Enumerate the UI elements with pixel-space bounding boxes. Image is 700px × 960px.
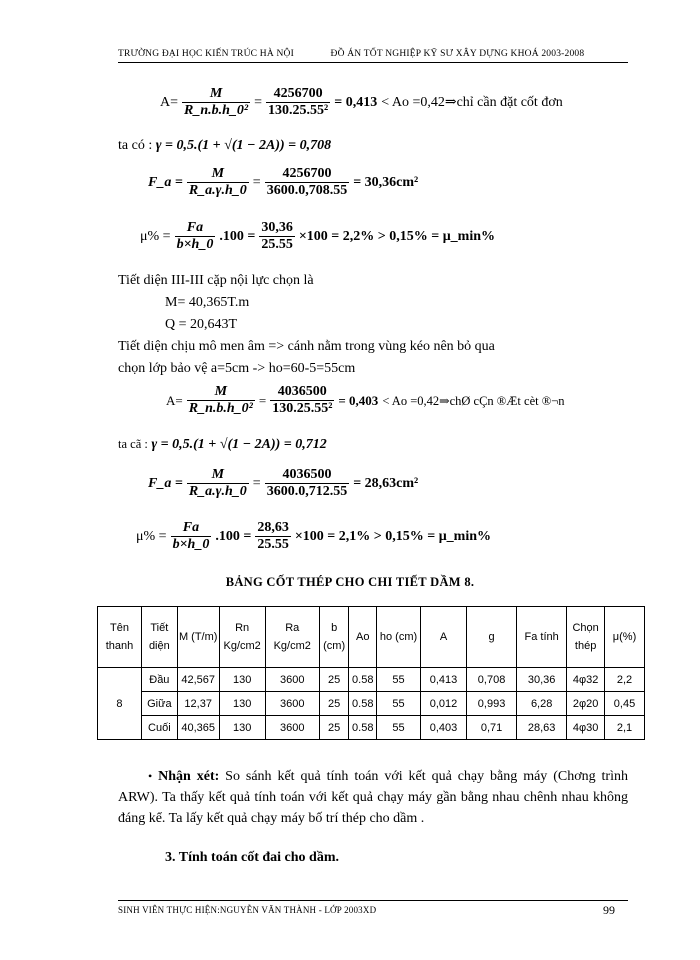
col-header: M (T/m) — [177, 607, 219, 668]
equation-fa-1: F_a = $\frac{M}{R\_a.\gamma.h\_0}$ = $\frac{4256700}{3600.0,708.55}$ = 30,36cm² — [148, 166, 419, 198]
col-header: A — [421, 607, 467, 668]
remark-label: Nhận xét: — [158, 769, 220, 784]
equation-fa-2: F_a = $\frac{M}{R\_a.\gamma.h\_0}$ = $\frac{4036500}{3600.0,712.55}$ = 28,63cm² — [148, 467, 419, 499]
col-header: Ra Kg/cm2 — [265, 607, 319, 668]
page-header — [118, 49, 628, 59]
col-header: Ao — [349, 607, 377, 668]
section-title-iii: Tiết diện III-III cặp nội lực chọn là — [118, 273, 314, 288]
col-header: Fa tính — [517, 607, 567, 668]
col-header: μ(%) — [605, 607, 645, 668]
equation-gamma-2: ta cã : γ = 0,5.(1 + √(1 − 2A)) = 0,712 — [118, 437, 327, 452]
moment-value: M= 40,365T.m — [165, 295, 250, 310]
equation-a-2: A= $\frac{M}{\text{R\_n.b.h\_0²}}$ = $\frac{4036500}{\text{130.25.55²}}$ = 0,403 < Ao =0,42⇒chØ cÇn ®Æt cèt ®¬n — [166, 384, 565, 416]
col-header: b (cm) — [319, 607, 349, 668]
remark-paragraph — [118, 766, 628, 829]
section-heading: 3. Tính toán cốt đai cho dầm. — [165, 850, 339, 865]
equation-a-1: A= $\frac{M}{\text{R\_n.b.h\_0²}}$ = $\frac{4256700}{\text{130.25.55²}}$ = 0,413 < Ao =0,42⇒chỉ cần đặt cốt đơn — [160, 86, 563, 118]
table-row: 8 Đầu 42,567 130 3600 25 0.58 55 0,413 0,708 30,36 4φ32 2,2 — [98, 668, 645, 692]
equation-mu-2: μ% = $\frac{Fa}{b\times h\_0}$ .100 = $\frac{28,63}{25.55}$ ×100 = 2,1% > 0,15% = μ_min% — [136, 520, 492, 552]
col-header: ho (cm) — [377, 607, 421, 668]
eq-result: = 0,413 — [334, 94, 378, 110]
col-header: g — [467, 607, 517, 668]
table-row: Cuối 40,365 130 3600 25 0.58 55 0,403 0,71 28,63 4φ30 2,1 — [98, 716, 645, 740]
col-header: Tên thanh — [98, 607, 142, 668]
reinforcement-table — [97, 606, 645, 740]
remark-text: So sánh kết quả tính toán với kết quả chạy bằng máy (Chơng trình ARW). Ta thấy kết quả tính toán với kết quả chạy máy gần bằng nhau chênh nhau không đáng kể. Ta lấy kết quả chạy máy bố trí thép cho dầm . — [118, 769, 628, 826]
table-title: BẢNG CỐT THÉP CHO CHI TIẾT DẦM 8. — [225, 575, 475, 589]
footer-rule — [118, 900, 628, 901]
header-rule — [118, 62, 628, 63]
equation-gamma-1: ta có : γ = 0,5.(1 + √(1 − 2A)) = 0,708 — [118, 138, 332, 153]
col-header: Chọn thép — [567, 607, 605, 668]
eq-compare: < Ao =0,42⇒chỉ cần đặt cốt đơn — [381, 95, 563, 110]
header-school: TRƯỜNG ĐẠI HỌC KIẾN TRÚC HÀ NỘI — [118, 49, 294, 59]
fraction-values: $\frac{4256700}{\text{130.25.55²}}$ — [268, 86, 329, 118]
fraction-m-over-rbh: $\frac{M}{\text{R\_n.b.h\_0²}}$ — [184, 86, 249, 118]
table-header-row — [98, 607, 645, 668]
header-project: ĐỒ ÁN TỐT NGHIỆP KỸ SƯ XÂY DỰNG KHOÁ 2003-2008 — [330, 49, 585, 59]
bullet-icon: • — [148, 769, 153, 783]
bar-name-cell: 8 — [98, 668, 142, 740]
page-number: 99 — [603, 903, 615, 917]
footer-student: SINH VIÊN THỰC HIỆN:NGUYỄN VĂN THÀNH - LỚP 2003XD — [118, 905, 377, 915]
shear-value: Q = 20,643T — [165, 317, 238, 332]
col-header: Tiết diện — [141, 607, 177, 668]
table-row: Giữa 12,37 130 3600 25 0.58 55 0,012 0,993 6,28 2φ20 0,45 — [98, 692, 645, 716]
section-note-2: chọn lớp bảo vệ a=5cm -> ho=60-5=55cm — [118, 361, 356, 376]
equation-mu-1: μ% = $\frac{Fa}{b\times h\_0}$ .100 = $\frac{30,36}{25.55}$ ×100 = 2,2% > 0,15% = μ_min% — [140, 220, 496, 252]
section-note-1: Tiết diện chịu mô men âm => cánh nằm trong vùng kéo nên bỏ qua — [118, 339, 495, 354]
eq-lhs: A= — [160, 94, 179, 110]
col-header: Rn Kg/cm2 — [219, 607, 265, 668]
